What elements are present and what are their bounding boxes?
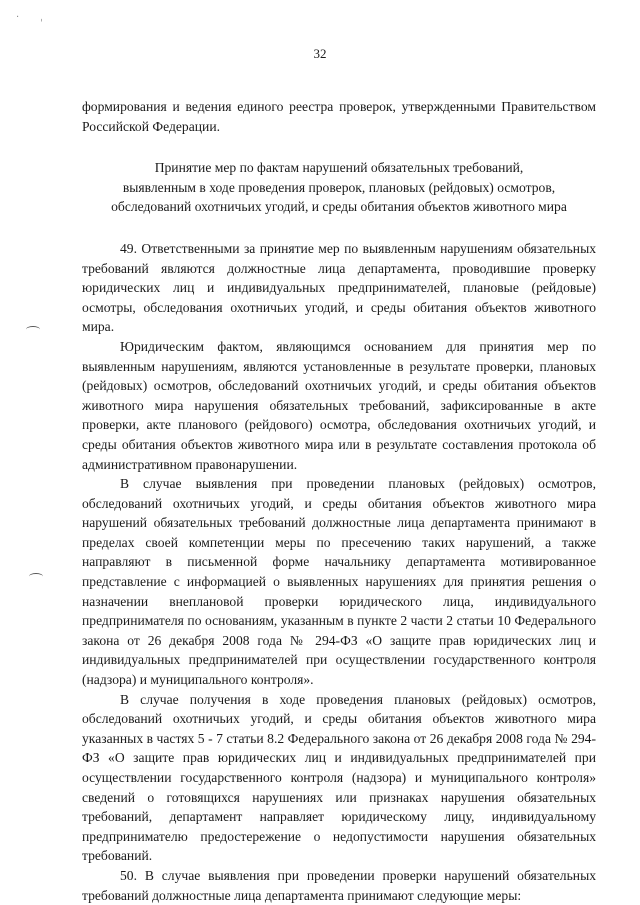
paragraph-legal-fact: Юридическим фактом, являющимся основанием для принятия мер по выявленным нарушениям, являются установленные в результате проверки, плановых (рейдовых) осмотров, обследований охотничьих угодий, и среды обитания объектов животного мира нарушения обязательных требований, зафиксированные в акте проверки, акте планового (рейдового) осмотра, обследования охотничьих угодий, и среды обитания объектов животного мира или в результате составления протокола об административном правонарушении. bbox=[82, 338, 596, 472]
document-body bbox=[82, 97, 596, 905]
paragraph-50: 50. В случае выявления при проведении проверки нарушений обязательных требований должностные лица департамента принимают следующие меры: bbox=[82, 867, 596, 903]
intro-paragraph: формирования и ведения единого реестра проверок, утвержденными Правительством Российской Федерации. bbox=[82, 99, 596, 134]
section-heading: Принятие мер по фактам нарушений обязательных требований, выявленным в ходе проведения проверок, плановых (рейдовых) осмотров, обследований охотничьих угодий, и среды обитания объектов животного мира bbox=[111, 160, 567, 215]
binding-hole-mark bbox=[29, 573, 43, 580]
page-number: 32 bbox=[313, 46, 327, 61]
binding-hole-mark bbox=[26, 326, 40, 333]
paragraph-warning: В случае получения в ходе проведения плановых (рейдовых) осмотров, обследований охотничьих угодий, и среды обитания объектов животного мира указанных в частях 5 - 7 статьи 8.2 Федерального закона от 26 декабря 2008 года № 294-ФЗ «О защите прав юридических лиц и индивидуальных предпринимателей при осуществлении государственного контроля (надзора) и муниципального контроля» сведений о готовящихся нарушениях или признаках нарушения обязательных требований, департамент направляет юридическому лицу, индивидуальному предпринимателю предостережение о недопустимости нарушения обязательных требований. bbox=[82, 691, 596, 864]
scan-speck: ˌ bbox=[40, 12, 43, 23]
paragraph-violations-detected: В случае выявления при проведении плановых (рейдовых) осмотров, обследований охотничьих угодий, и среды обитания объектов животного мира нарушений обязательных требований должностные лица департамента принимают в пределах своей компетенции меры по пресечению таких нарушений, а также направляют в письменной форме начальнику департамента мотивированное представление с информацией о выявленных нарушениях для принятия решения о назначении внеплановой проверки юридического лица, индивидуального предпринимателя по основаниям, указанным в пункте 2 части 2 статьи 10 Федерального закона от 26 декабря 2008 года № 294-ФЗ «О защите прав юридических лиц и индивидуальных предпринимателей при осуществлении государственного контроля (надзора) и муниципального контроля». bbox=[82, 476, 596, 688]
scan-speck: · bbox=[16, 12, 20, 23]
paragraph-49: 49. Ответственными за принятие мер по выявленным нарушениям обязательных требований являются должностные лица департамента, проводившие проверку юридических лиц и индивидуальных предпринимателей, плановые (рейдовые) осмотры, обследования охотничьих угодий, и среды обитания объектов животного мира. bbox=[82, 240, 596, 335]
